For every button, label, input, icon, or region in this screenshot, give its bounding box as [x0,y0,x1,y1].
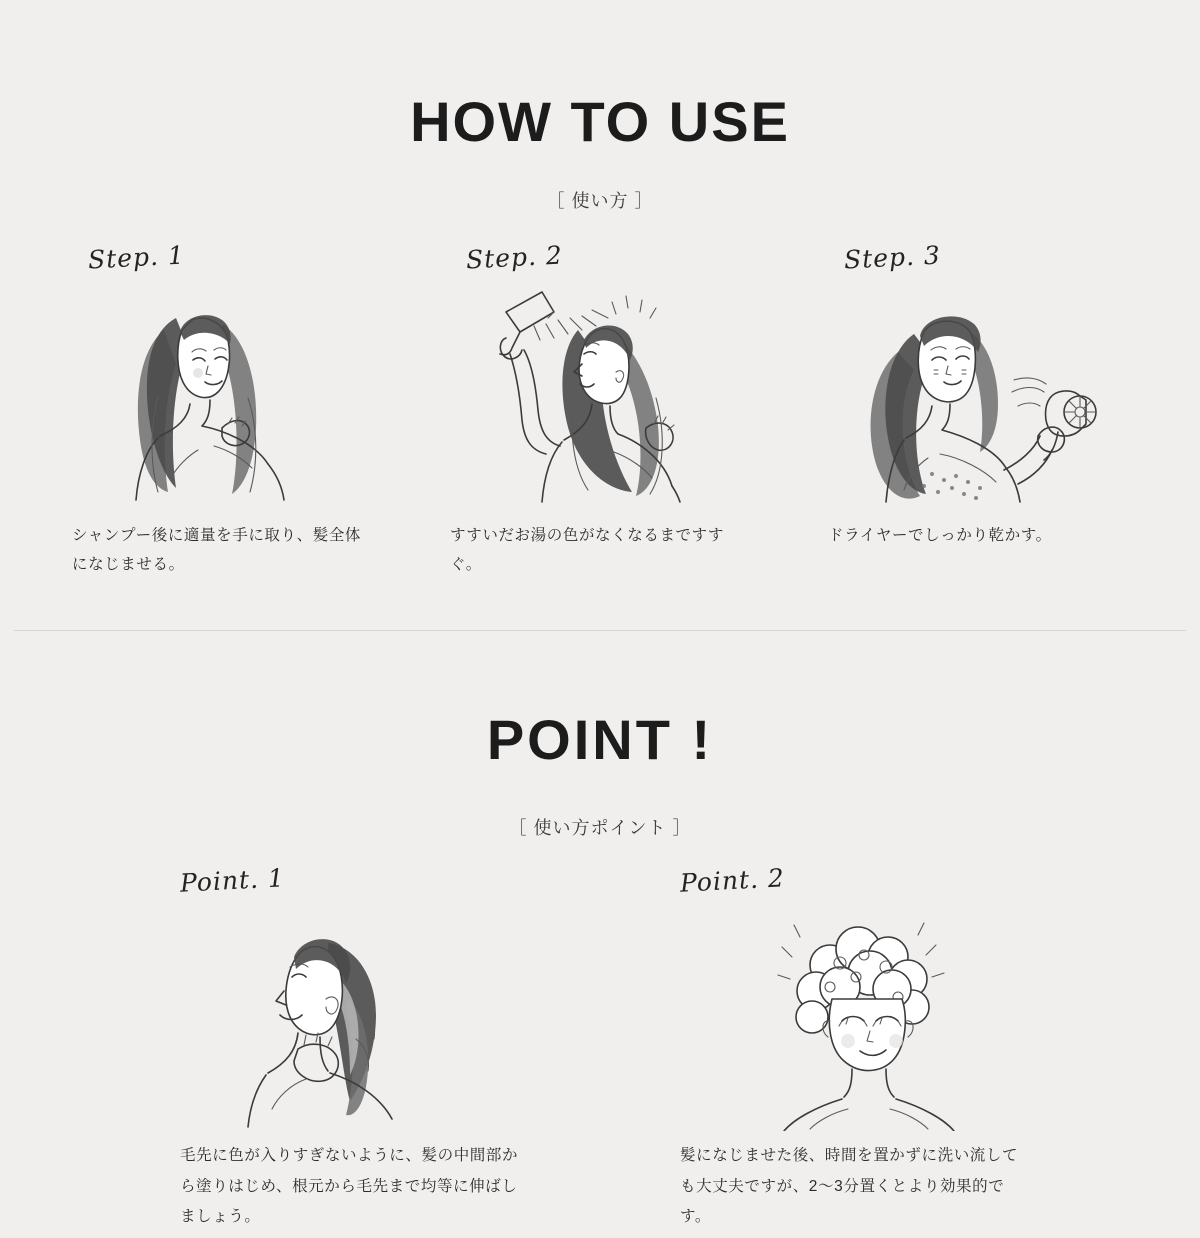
point-illustration-1 [180,903,520,1131]
step-caption: ドライヤーでしっかり乾かす。 [828,527,1052,545]
point-caption: 髪になじませた後、時間を置かずに洗い流しても大丈夫ですが、2〜3分置くとより効果的です。 [680,1147,1019,1225]
step-caption: シャンプー後に適量を手に取り、髪全体になじませる。 [72,527,362,573]
point-caption: 毛先に色が入りすぎないように、髪の中間部から塗りはじめ、根元から毛先まで均等に伸ばしましょう。 [180,1147,519,1225]
page-title: HOW TO USE [410,89,790,153]
steps-row [0,240,1200,579]
point-item [179,863,520,1232]
section-divider [14,630,1186,631]
step-item [450,240,750,579]
point-section [0,638,1200,1233]
points-row [0,863,1200,1232]
point-title: POINT ! [486,707,714,771]
how-to-use-section [0,38,1200,580]
step-label: Step. 3 [843,240,942,275]
how-to-use-page [0,38,1200,1238]
step-label: Step. 2 [465,240,564,275]
point-subtitle: ［ 使い方ポイント ］ [508,818,692,839]
point-illustration-2 [680,903,1020,1131]
step-item [72,240,372,579]
step-item [828,240,1128,579]
point-label: Point. 1 [179,863,286,899]
point-item [679,863,1020,1232]
point-label: Point. 2 [679,863,786,899]
step-illustration-1 [72,278,372,508]
step-illustration-2 [450,278,750,508]
step-caption: すすいだお湯の色がなくなるまですすぐ。 [450,527,725,573]
step-illustration-3 [828,278,1128,508]
how-to-use-subtitle: ［ 使い方 ］ [546,191,654,212]
step-label: Step. 1 [87,240,186,275]
